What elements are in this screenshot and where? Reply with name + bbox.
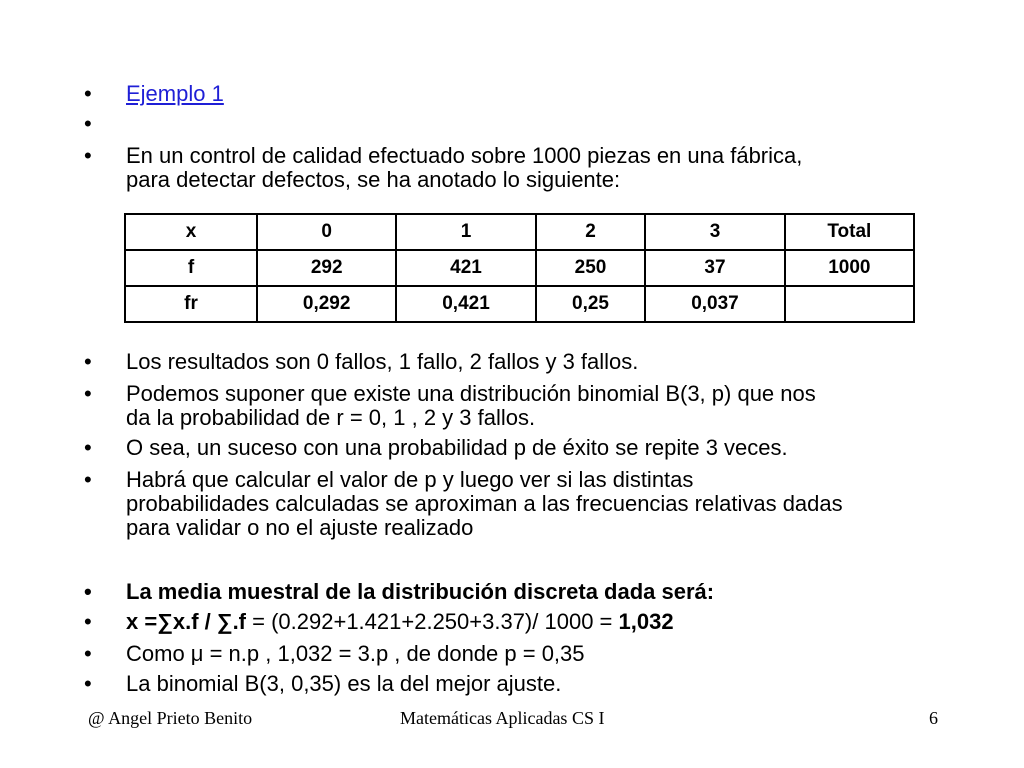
bullet-calcular: [84, 468, 984, 540]
bullet-marker: •: [84, 349, 92, 374]
bullet-marker: •: [84, 609, 92, 634]
table-cell: f: [125, 250, 257, 286]
bullet-marker: •: [84, 435, 92, 460]
footer-page-number: 6: [929, 708, 938, 728]
table-cell: x: [125, 214, 257, 250]
bullet-marker: •: [84, 579, 92, 604]
table-cell: 0,037: [645, 286, 784, 322]
table-cell: 0: [257, 214, 396, 250]
bullet-marker: •: [84, 671, 92, 696]
footer-author: @ Angel Prieto Benito: [88, 708, 253, 728]
intro-line-1: En un control de calidad efectuado sobre 1000 piezas en una fábrica,: [126, 143, 803, 168]
table-row: [125, 286, 914, 322]
table-cell: 37: [645, 250, 784, 286]
bullet-text: Los resultados son 0 fallos, 1 fallo, 2 fallos y 3 fallos.: [126, 349, 639, 374]
bullet-line: probabilidades calculadas se aproximan a las frecuencias relativas dadas: [126, 491, 843, 516]
table-cell: [785, 286, 914, 322]
table-cell: 292: [257, 250, 396, 286]
bullet-marker: •: [84, 81, 92, 106]
table-row: [125, 214, 914, 250]
bullet-marker: •: [84, 111, 92, 136]
table-cell: 2: [536, 214, 646, 250]
formula-normal: = (0.292+1.421+2.250+3.37)/ 1000 =: [246, 609, 619, 634]
bullet-text: La binomial B(3, 0,35) es la del mejor ajuste.: [126, 671, 562, 696]
bullet-marker: •: [84, 641, 92, 666]
intro-text: [126, 144, 976, 192]
formula-result: 1,032: [618, 609, 674, 634]
bullet-binomial: [84, 382, 984, 430]
table-cell: fr: [125, 286, 257, 322]
table-cell: 0,25: [536, 286, 646, 322]
heading-link[interactable]: Ejemplo 1: [126, 81, 224, 106]
table-row: [125, 250, 914, 286]
bullet-marker: •: [84, 143, 92, 168]
table-cell: 3: [645, 214, 784, 250]
bullet-text: La media muestral de la distribución discreta dada será:: [126, 579, 715, 604]
bullet-line: da la probabilidad de r = 0, 1 , 2 y 3 fallos.: [126, 405, 536, 430]
bullet-marker: •: [84, 467, 92, 492]
frequency-table: [124, 213, 915, 323]
bullet-marker: •: [84, 381, 92, 406]
bullet-text: [126, 468, 976, 540]
bullet-line: Podemos suponer que existe una distribución binomial B(3, p) que nos: [126, 381, 816, 406]
table-cell: 0,292: [257, 286, 396, 322]
intro-line-2: para detectar defectos, se ha anotado lo siguiente:: [126, 167, 621, 192]
table-cell: 1000: [785, 250, 914, 286]
formula-bold: x =∑x.f / ∑.f: [126, 609, 247, 634]
table-cell: 1: [396, 214, 535, 250]
table-cell: Total: [785, 214, 914, 250]
formula-text: [126, 610, 976, 634]
bullet-text: O sea, un suceso con una probabilidad p de éxito se repite 3 veces.: [126, 435, 788, 460]
footer-course: Matemáticas Aplicadas CS I: [400, 708, 605, 728]
table-cell: 250: [536, 250, 646, 286]
table-cell: 0,421: [396, 286, 535, 322]
table-cell: 421: [396, 250, 535, 286]
bullet-line: para validar o no el ajuste realizado: [126, 515, 474, 540]
bullet-text: [126, 382, 976, 430]
bullet-line: Habrá que calcular el valor de p y luego ver si las distintas: [126, 467, 694, 492]
intro-bullet: [84, 144, 984, 192]
bullet-text: Como μ = n.p , 1,032 = 3.p , de donde p = 0,35: [126, 641, 585, 666]
